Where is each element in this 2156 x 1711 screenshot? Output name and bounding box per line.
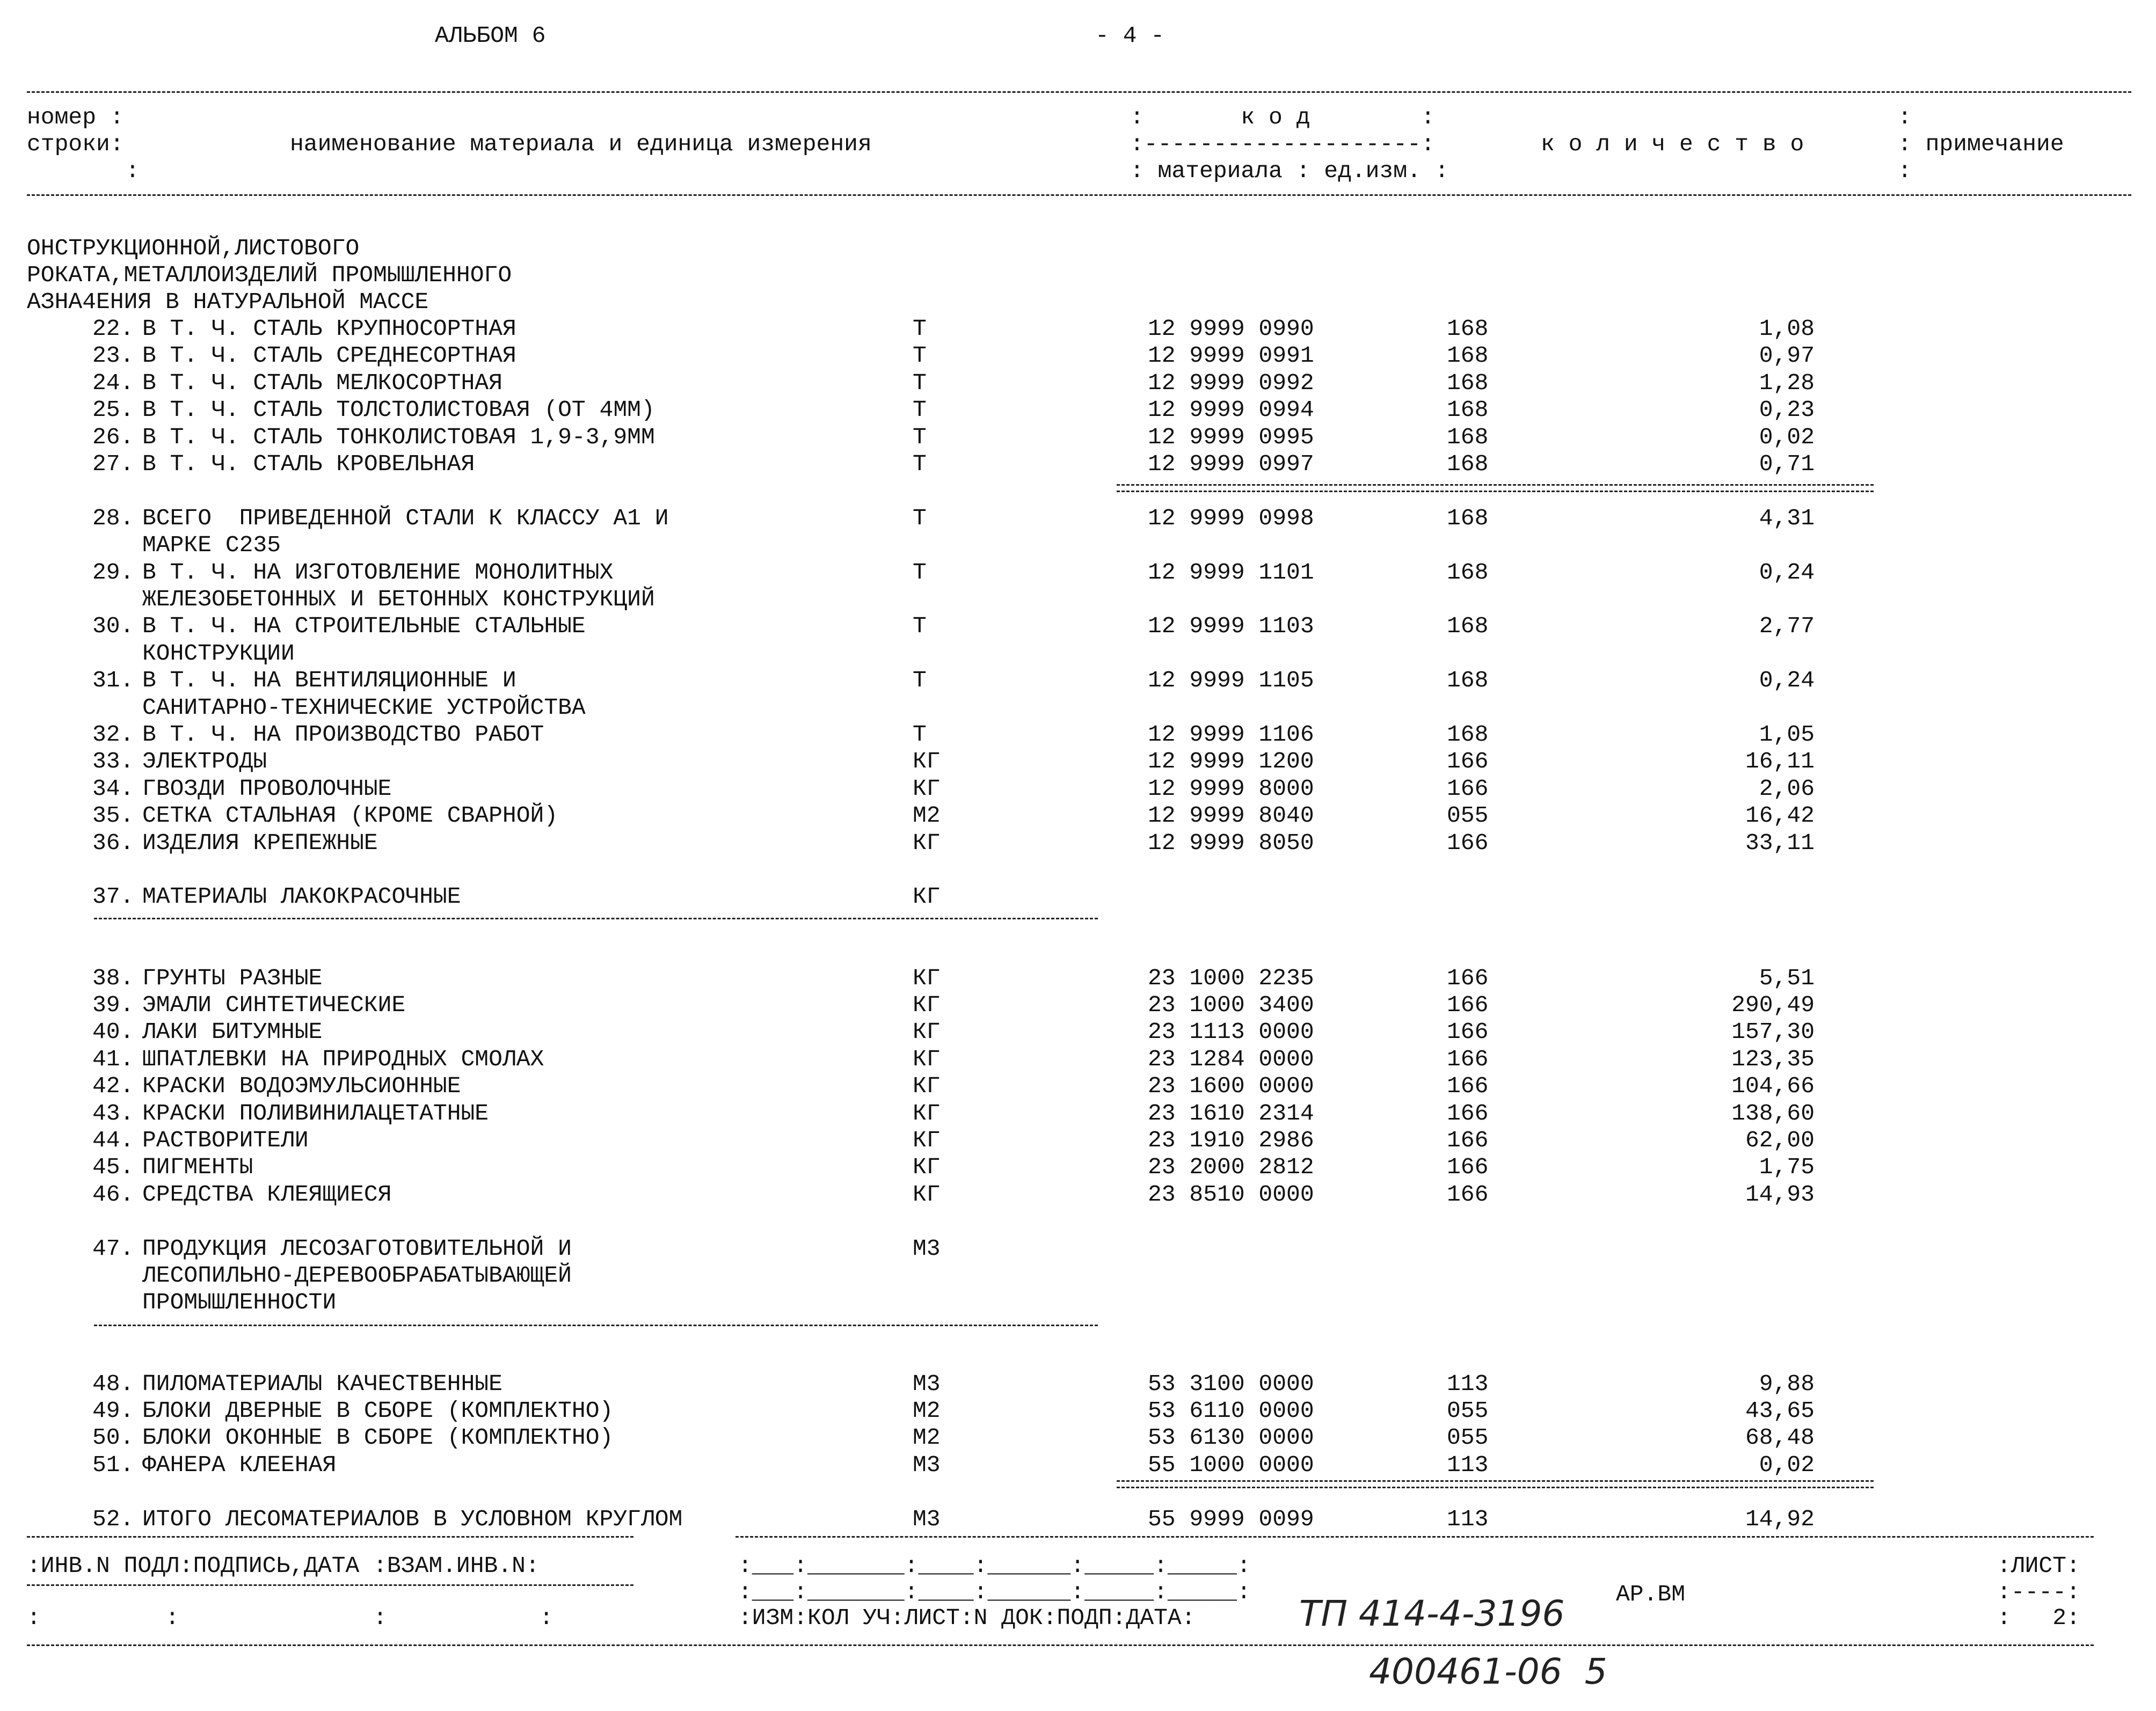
unit-of-measure: Т [913,397,927,423]
row-number: 24. [92,369,134,396]
unit-of-measure: Т [913,613,927,640]
row-number: 49. [92,1398,134,1424]
row-number: 40. [92,1019,134,1045]
material-name: ИТОГО ЛЕСОМАТЕРИАЛОВ В УСЛОВНОМ КРУГЛОМ [142,1505,683,1532]
unit-of-measure: КГ [913,1127,941,1153]
section-intro-line-3: АЗНА4ЕНИЯ В НАТУРАЛЬНОЙ МАССЕ [27,289,429,315]
unit-of-measure: КГ [913,1073,941,1100]
quantity-value: 5,51 [1759,964,1815,991]
header-row-number-3: : [126,158,140,184]
table-row [0,776,2156,802]
unit-of-measure: М3 [913,1370,941,1397]
quantity-value: 2,06 [1759,775,1815,802]
quantity-value: 123,35 [1731,1045,1815,1072]
quantity-value: 0,02 [1759,423,1815,450]
unit-code: 166 [1447,1127,1489,1153]
table-row [0,316,2156,342]
unit-code: 168 [1447,667,1489,694]
page-number: - 4 - [1095,23,1165,49]
row-number: 28. [92,504,134,531]
unit-of-measure: М3 [913,1451,941,1478]
header-note: : примечание [1898,131,2064,157]
unit-of-measure: Т [913,559,927,586]
sheet-label: :ЛИСТ: [1997,1553,2080,1579]
unit-code: 113 [1447,1370,1489,1397]
row-number: 47. [92,1235,134,1262]
material-name: ВСЕГО ПРИВЕДЕННОЙ СТАЛИ К КЛАССУ А1 И [142,504,669,531]
table-row [0,424,2156,451]
material-name: ЛАКИ БИТУМНЫЕ [142,1019,323,1045]
unit-of-measure: М3 [913,1505,941,1532]
unit-of-measure: Т [913,504,927,531]
album-title: АЛЬБОМ 6 [435,23,546,49]
unit-code: 168 [1447,613,1489,640]
unit-of-measure: М2 [913,802,941,829]
unit-of-measure: Т [913,316,927,342]
quantity-value: 290,49 [1731,992,1815,1018]
quantity-value: 68,48 [1745,1424,1815,1451]
row-number: 32. [92,721,134,748]
table-row [0,1154,2156,1181]
material-code: 12 9999 8000 [1148,775,1314,802]
unit-code: 166 [1447,1045,1489,1072]
material-name: В Т. Ч. НА ВЕНТИЛЯЦИОННЫЕ И [142,667,516,694]
total-double-rule [1117,484,1874,492]
quantity-value: 33,11 [1745,829,1815,856]
group-separator-rule [94,1325,1098,1326]
table-row [0,613,2156,667]
row-number: 39. [92,992,134,1018]
material-name: ПИГМЕНТЫ [142,1154,253,1181]
unit-code: 166 [1447,1019,1489,1045]
unit-code: 168 [1447,451,1489,477]
row-number: 33. [92,748,134,775]
quantity-value: 14,92 [1745,1505,1815,1532]
unit-code: 168 [1447,397,1489,423]
table-row [0,451,2156,478]
quantity-value: 157,30 [1731,1019,1815,1045]
quantity-value: 43,65 [1745,1398,1815,1424]
inventory-labels: :ИНВ.N ПОДЛ:ПОДПИСЬ,ДАТА :ВЗАМ.ИНВ.N: [27,1553,540,1579]
row-number: 42. [92,1073,134,1100]
revision-stamp-row-1: :___:_______:____:______:_____:_____: [738,1553,1251,1579]
quantity-value: 62,00 [1745,1127,1815,1153]
material-code: 23 1113 0000 [1148,1019,1314,1045]
material-name-continued: МАРКЕ С235 [142,532,281,559]
row-number: 29. [92,559,134,586]
unit-of-measure: КГ [913,964,941,991]
table-row [0,1371,2156,1398]
row-number: 52. [92,1505,134,1532]
material-name: ИЗДЕЛИЯ КРЕПЕЖНЫЕ [142,829,378,856]
unit-of-measure: Т [913,369,927,396]
material-code: 12 9999 1200 [1148,748,1314,775]
unit-code: 166 [1447,775,1489,802]
revision-stamp-labels: :ИЗМ:КОЛ УЧ:ЛИСТ:N ДОК:ПОДП:ДАТА: [738,1605,1196,1631]
row-number: 27. [92,451,134,477]
section-intro-line-1: ОНСТРУКЦИОННОЙ,ЛИСТОВОГО [27,235,360,261]
unit-of-measure: КГ [913,1100,941,1127]
title-block-rule [27,1536,633,1538]
material-name: СЕТКА СТАЛЬНАЯ (КРОМЕ СВАРНОЙ) [142,802,558,829]
material-name: КРАСКИ ПОЛИВИНИЛАЦЕТАТНЫЕ [142,1100,489,1127]
material-name: РАСТВОРИТЕЛИ [142,1127,309,1153]
material-name: В Т. Ч. СТАЛЬ КРУПНОСОРТНАЯ [142,316,516,342]
unit-code: 166 [1447,1100,1489,1127]
table-row [0,748,2156,775]
row-number: 37. [92,883,134,910]
row-number: 30. [92,613,134,640]
row-number: 34. [92,775,134,802]
quantity-value: 1,08 [1759,316,1815,342]
quantity-value: 1,05 [1759,721,1815,748]
unit-code: 166 [1447,829,1489,856]
unit-code: 055 [1447,1398,1489,1424]
row-number: 31. [92,667,134,694]
material-code: 12 9999 1106 [1148,721,1314,748]
table-row [0,559,2156,612]
material-code: 23 1910 2986 [1148,1127,1314,1153]
unit-code: 166 [1447,1181,1489,1208]
row-number: 43. [92,1100,134,1127]
material-name-continued: ЖЕЛЕЗОБЕТОННЫХ И БЕТОННЫХ КОНСТРУКЦИЙ [142,586,655,612]
material-name-continued: КОНСТРУКЦИИ [142,640,295,667]
row-number: 51. [92,1451,134,1478]
unit-code: 168 [1447,721,1489,748]
material-name: В Т. Ч. СТАЛЬ МЕЛКОСОРТНАЯ [142,369,502,396]
material-name: В Т. Ч. СТАЛЬ СРЕДНЕСОРТНАЯ [142,342,516,369]
table-row [0,830,2156,857]
unit-of-measure: КГ [913,1019,941,1045]
row-number: 45. [92,1154,134,1181]
unit-of-measure: КГ [913,775,941,802]
material-code: 23 1284 0000 [1148,1045,1314,1072]
material-name: КРАСКИ ВОДОЭМУЛЬСИОННЫЕ [142,1073,461,1100]
table-row [0,1506,2156,1533]
unit-of-measure: М2 [913,1398,941,1424]
material-code: 55 9999 0099 [1148,1505,1314,1532]
row-number: 26. [92,423,134,450]
group-separator-rule [94,918,1098,919]
material-code: 23 1000 2235 [1148,964,1314,991]
material-code: 23 1600 0000 [1148,1073,1314,1100]
unit-of-measure: КГ [913,992,941,1018]
quantity-value: 16,11 [1745,748,1815,775]
row-number: 23. [92,342,134,369]
material-name: ЭЛЕКТРОДЫ [142,748,267,775]
table-row [0,504,2156,559]
unit-code: 055 [1447,802,1489,829]
project-code-handwritten: ТП 414-4-3196 [1299,1593,1565,1634]
material-code: 23 2000 2812 [1148,1154,1314,1181]
material-code: 23 8510 0000 [1148,1181,1314,1208]
table-row [0,1046,2156,1073]
row-number: 38. [92,964,134,991]
material-code: 12 9999 1105 [1148,667,1314,694]
material-name-continued: САНИТАРНО-ТЕХНИЧЕСКИЕ УСТРОЙСТВА [142,694,586,721]
unit-of-measure: КГ [913,1154,941,1181]
material-code: 12 9999 0991 [1148,342,1314,369]
row-number: 36. [92,829,134,856]
material-name: ЭМАЛИ СИНТЕТИЧЕСКИЕ [142,992,406,1018]
table-row [0,1452,2156,1479]
quantity-value: 104,66 [1731,1073,1815,1100]
unit-code: 168 [1447,316,1489,342]
header-row-number-1: номер : [27,104,124,130]
unit-of-measure: М2 [913,1424,941,1451]
unit-code: 055 [1447,1424,1489,1451]
unit-code: 168 [1447,559,1489,586]
header-code-columns: : материала : ед.изм. : [1130,158,1449,184]
table-row [0,370,2156,397]
table-row [0,965,2156,992]
quantity-value: 138,60 [1731,1100,1815,1127]
material-code: 53 6130 0000 [1148,1424,1314,1451]
unit-code: 168 [1447,342,1489,369]
header-note-sep-bottom: : [1898,158,1912,184]
quantity-value: 0,71 [1759,451,1815,477]
material-code: 12 9999 0994 [1148,397,1314,423]
unit-code: 113 [1447,1451,1489,1478]
unit-code: 166 [1447,748,1489,775]
material-name-continued: ЛЕСОПИЛЬНО-ДЕРЕВООБРАБАТЫВАЮЩЕЙ [142,1262,572,1289]
row-number: 46. [92,1181,134,1208]
material-name: БЛОКИ ОКОННЫЕ В СБОРЕ (КОМПЛЕКТНО) [142,1424,614,1451]
sheet-number: : 2: [1997,1605,2080,1631]
material-code: 12 9999 0995 [1148,423,1314,450]
unit-code: 168 [1447,504,1489,531]
quantity-value: 0,23 [1759,397,1815,423]
unit-of-measure: КГ [913,883,941,910]
unit-code: 166 [1447,992,1489,1018]
material-code: 53 6110 0000 [1148,1398,1314,1424]
row-number: 44. [92,1127,134,1153]
material-name: В Т. Ч. НА ИЗГОТОВЛЕНИЕ МОНОЛИТНЫХ [142,559,614,586]
table-row [0,667,2156,721]
unit-of-measure: Т [913,721,927,748]
material-name: В Т. Ч. СТАЛЬ ТОНКОЛИСТОВАЯ 1,9-3,9ММ [142,423,655,450]
table-row [0,1127,2156,1154]
header-row-number-2: строки: [27,131,124,157]
row-number: 25. [92,397,134,423]
material-name: МАТЕРИАЛЫ ЛАКОКРАСОЧНЫЕ [142,883,461,910]
material-name: ФАНЕРА КЛЕЕНАЯ [142,1451,337,1478]
material-name: В Т. Ч. СТАЛЬ КРОВЕЛЬНАЯ [142,451,475,477]
unit-code: 113 [1447,1505,1489,1532]
quantity-value: 0,24 [1759,559,1815,586]
inventory-blank-cells: : : : : [27,1605,553,1631]
table-row [0,1073,2156,1100]
title-block-rule [735,1536,2094,1538]
material-code: 23 1610 2314 [1148,1100,1314,1127]
material-code: 12 9999 8040 [1148,802,1314,829]
material-code: 55 1000 0000 [1148,1451,1314,1478]
table-row [0,342,2156,369]
material-name: ПРОДУКЦИЯ ЛЕСОЗАГОТОВИТЕЛЬНОЙ И [142,1235,572,1262]
row-number: 22. [92,316,134,342]
table-row [0,397,2156,423]
table-row [0,1235,2156,1316]
table-row [0,1424,2156,1451]
section-intro-line-2: РОКАТА,МЕТАЛЛОИЗДЕЛИЙ ПРОМЫШЛЕННОГО [27,262,512,288]
unit-of-measure: М3 [913,1235,941,1262]
quantity-value: 0,24 [1759,667,1815,694]
material-code: 12 9999 0992 [1148,369,1314,396]
row-number: 41. [92,1045,134,1072]
header-top-rule [27,91,2131,93]
header-note-sep-top: : [1898,104,1912,130]
unit-code: 166 [1447,964,1489,991]
drawing-mark: АР.ВМ [1616,1581,1686,1607]
header-material-name: наименование материала и единица измерения [290,131,872,157]
revision-stamp-row-2: :___:_______:____:______:_____:_____: [738,1579,1251,1605]
quantity-value: 4,31 [1759,504,1815,531]
material-name: БЛОКИ ДВЕРНЫЕ В СБОРЕ (КОМПЛЕКТНО) [142,1398,614,1424]
table-row [0,802,2156,829]
inventory-number-handwritten: 400461-06 5 [1369,1651,1607,1692]
unit-of-measure: Т [913,667,927,694]
material-code: 12 9999 0990 [1148,316,1314,342]
material-code: 12 9999 0997 [1148,451,1314,477]
table-row [0,883,2156,910]
quantity-value: 0,97 [1759,342,1815,369]
material-code: 12 9999 0998 [1148,504,1314,531]
unit-code: 168 [1447,423,1489,450]
material-code: 12 9999 1103 [1148,613,1314,640]
unit-of-measure: Т [913,342,927,369]
row-number: 35. [92,802,134,829]
table-row [0,1019,2156,1045]
quantity-value: 9,88 [1759,1370,1815,1397]
quantity-value: 1,75 [1759,1154,1815,1181]
material-code: 12 9999 1101 [1148,559,1314,586]
unit-of-measure: КГ [913,829,941,856]
quantity-value: 1,28 [1759,369,1815,396]
header-bottom-rule [27,194,2131,196]
header-quantity: к о л и ч е с т в о [1541,131,1804,157]
title-block-bottom-rule [27,1644,2094,1646]
material-name: В Т. Ч. СТАЛЬ ТОЛСТОЛИСТОВАЯ (ОТ 4ММ) [142,397,655,423]
unit-of-measure: Т [913,423,927,450]
header-code-divider: :--------------------: [1130,131,1435,157]
material-name: ГРУНТЫ РАЗНЫЕ [142,964,323,991]
material-code: 53 3100 0000 [1148,1370,1314,1397]
unit-code: 166 [1447,1073,1489,1100]
quantity-value: 2,77 [1759,613,1815,640]
quantity-value: 16,42 [1745,802,1815,829]
quantity-value: 0,02 [1759,1451,1815,1478]
unit-of-measure: Т [913,451,927,477]
material-code: 23 1000 3400 [1148,992,1314,1018]
unit-of-measure: КГ [913,1045,941,1072]
material-code: 12 9999 8050 [1148,829,1314,856]
table-row [0,1181,2156,1208]
row-number: 48. [92,1370,134,1397]
header-code-top: : к о д : [1130,104,1435,130]
material-name-continued: ПРОМЫШЛЕННОСТИ [142,1289,337,1316]
material-name: В Т. Ч. НА ПРОИЗВОДСТВО РАБОТ [142,721,544,748]
quantity-value: 14,93 [1745,1181,1815,1208]
unit-of-measure: КГ [913,1181,941,1208]
unit-code: 168 [1447,369,1489,396]
table-row [0,1398,2156,1424]
unit-of-measure: КГ [913,748,941,775]
title-block-rule [27,1584,633,1586]
material-name: ГВОЗДИ ПРОВОЛОЧНЫЕ [142,775,392,802]
table-row [0,721,2156,748]
material-name: В Т. Ч. НА СТРОИТЕЛЬНЫЕ СТАЛЬНЫЕ [142,613,586,640]
sheet-separator: :----: [1997,1579,2080,1605]
material-name: СРЕДСТВА КЛЕЯЩИЕСЯ [142,1181,392,1208]
material-name: ПИЛОМАТЕРИАЛЫ КАЧЕСТВЕННЫЕ [142,1370,502,1397]
total-double-rule [1117,1480,1874,1488]
table-row [0,1100,2156,1127]
table-row [0,992,2156,1019]
material-name: ШПАТЛЕВКИ НА ПРИРОДНЫХ СМОЛАХ [142,1045,544,1072]
unit-code: 166 [1447,1154,1489,1181]
row-number: 50. [92,1424,134,1451]
